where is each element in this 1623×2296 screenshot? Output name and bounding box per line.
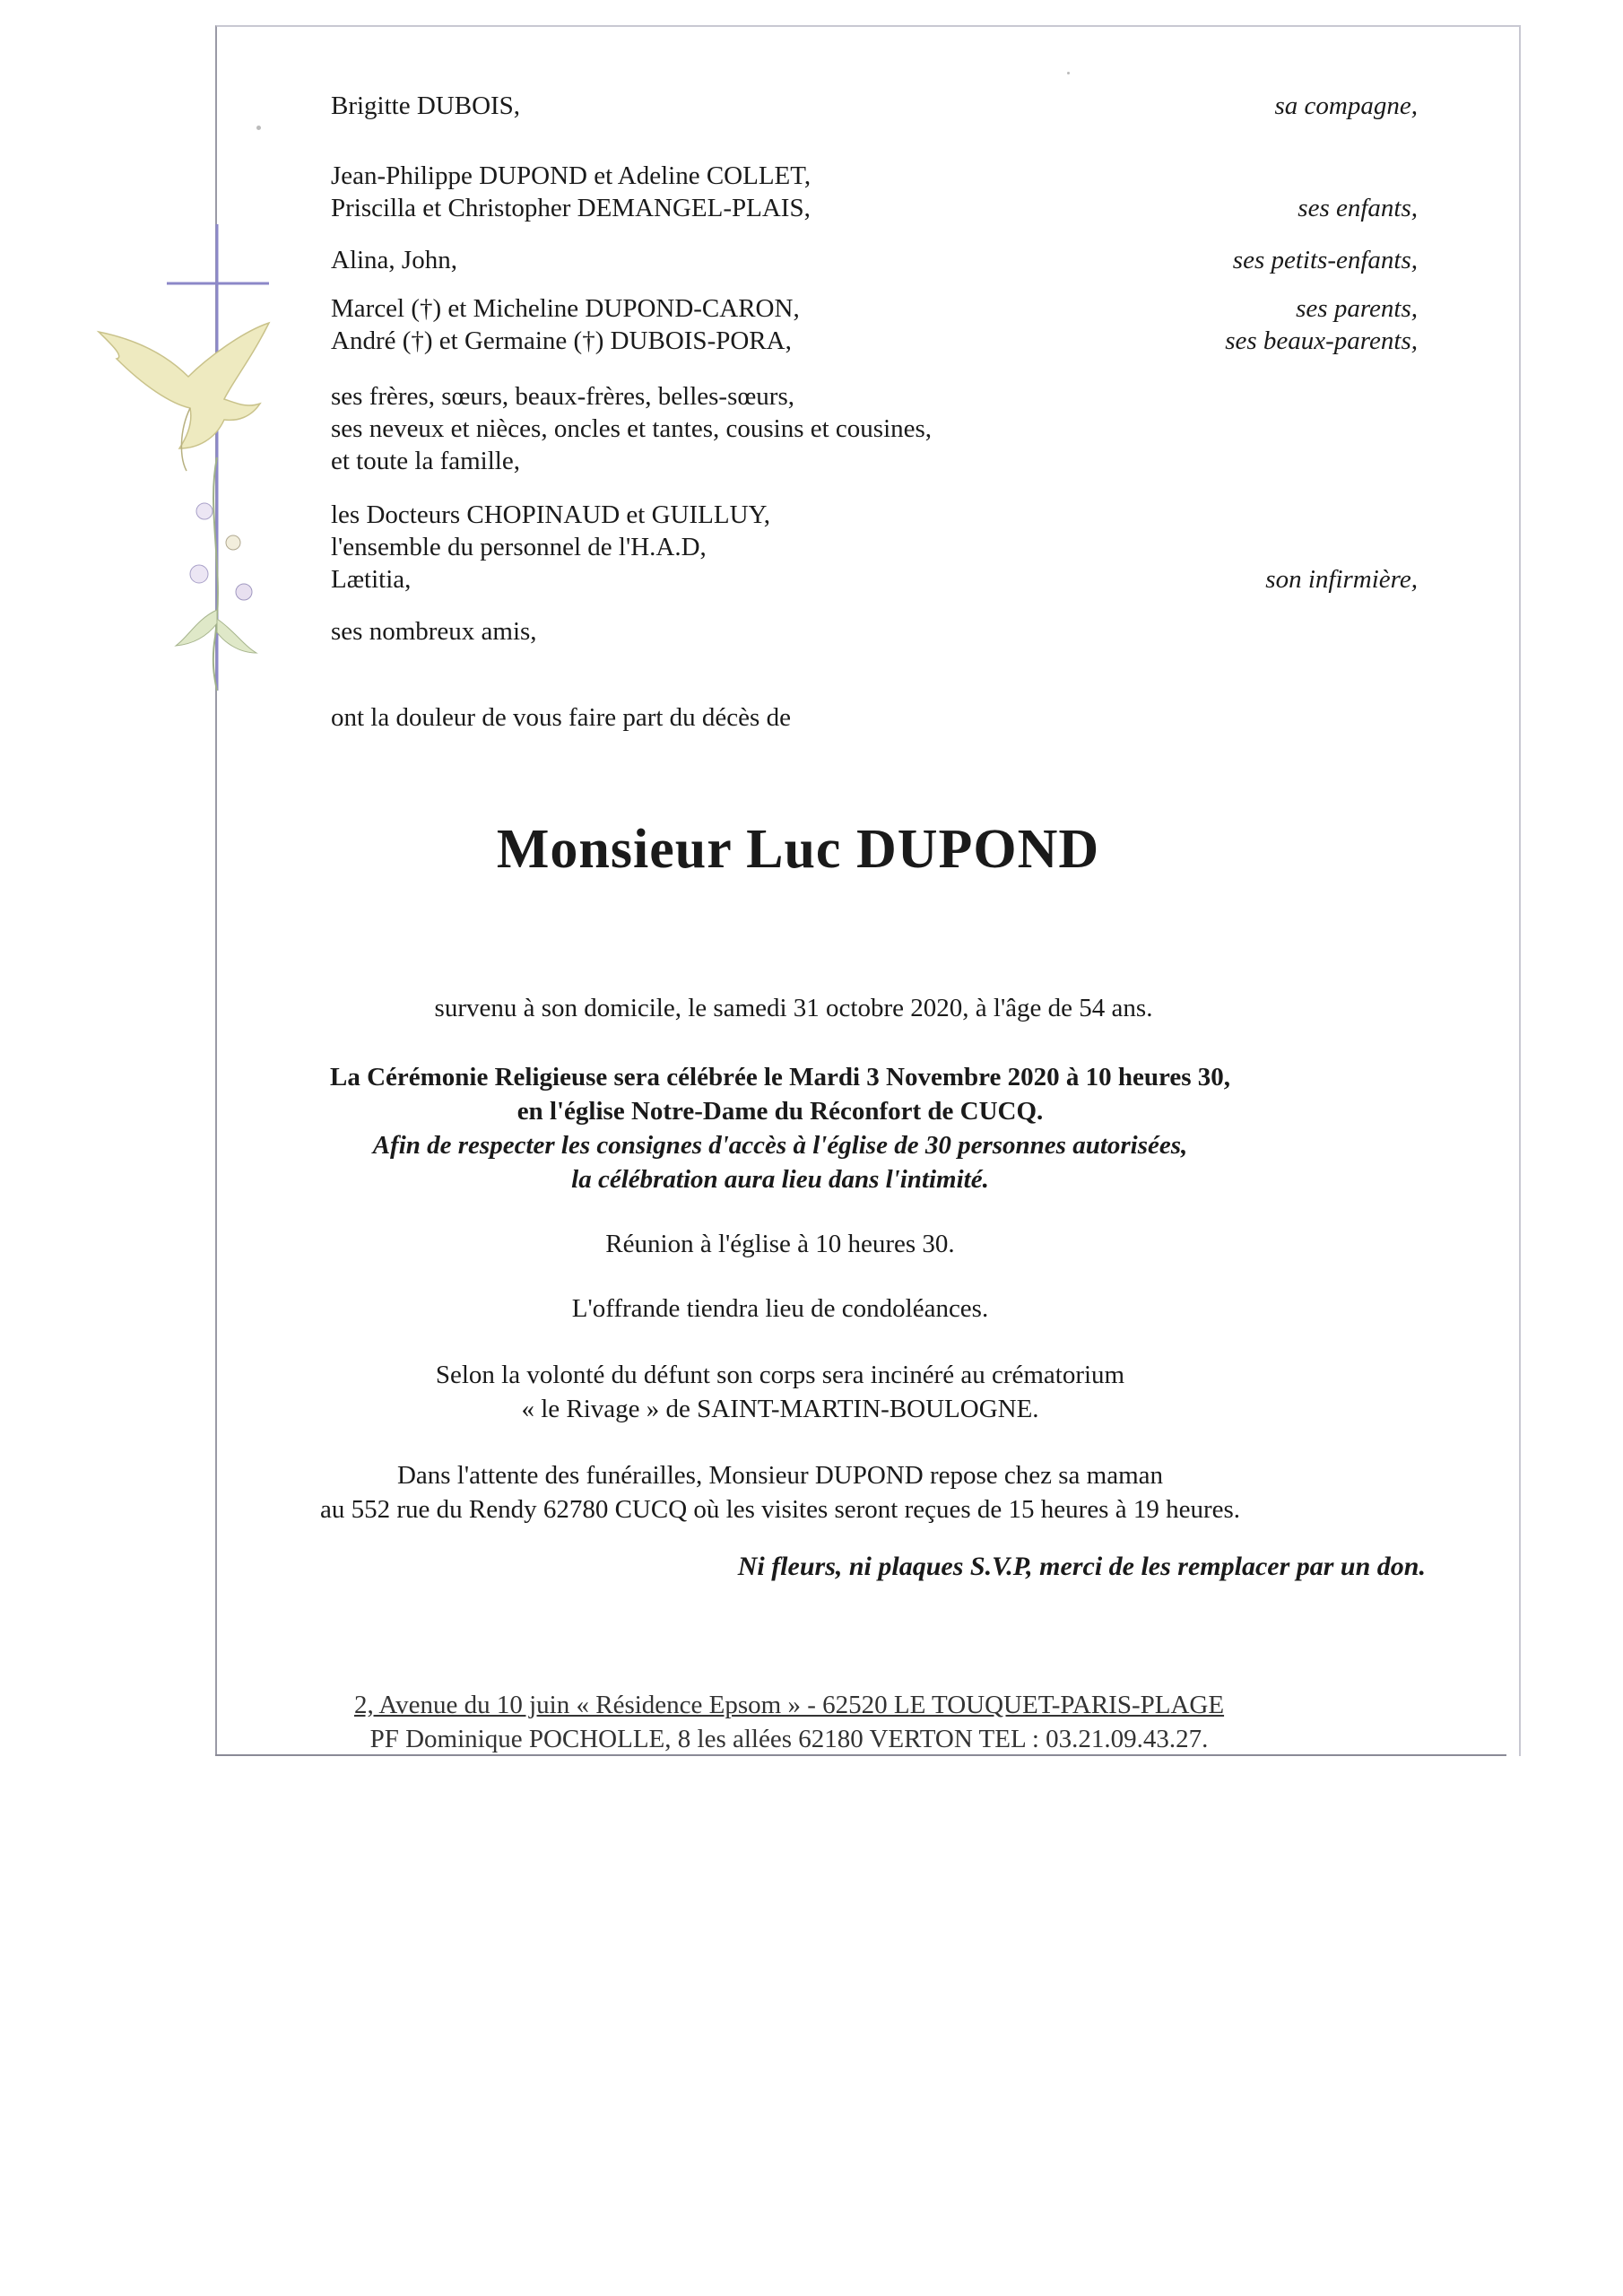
family-line: Brigitte DUBOIS,: [331, 91, 521, 120]
death-details: survenu à son domicile, le samedi 31 octobre 2020, à l'âge de 54 ans.: [434, 994, 1153, 1022]
relation-label: ses enfants,: [1298, 194, 1418, 222]
family-group-3: [331, 244, 1418, 276]
family-names: [331, 499, 770, 596]
family-names: [331, 244, 457, 276]
family-names: [331, 380, 932, 477]
family-line: Jean-Philippe DUPOND et Adeline COLLET,: [331, 161, 812, 190]
ceremony-line-2: en l'église Notre-Dame du Réconfort de CUCQ.: [516, 1097, 1044, 1126]
relation-label: ses petits-enfants,: [1232, 246, 1418, 274]
family-group-4: [331, 292, 1418, 357]
family-relations: [1298, 160, 1418, 224]
cremation-line-2: « le Rivage » de SAINT-MARTIN-BOULOGNE.: [521, 1395, 1039, 1423]
family-names: [331, 615, 537, 648]
relation-label: [1265, 499, 1418, 531]
family-line: les Docteurs CHOPINAUD et GUILLUY,: [331, 500, 770, 529]
meeting-info: Réunion à l'église à 10 heures 30.: [605, 1230, 955, 1258]
family-group-5: [331, 380, 1418, 477]
family-line: et toute la famille,: [331, 447, 520, 475]
family-line: Priscilla et Christopher DEMANGEL-PLAIS,: [331, 194, 811, 222]
rest-line-1: Dans l'attente des funérailles, Monsieur DUPOND repose chez sa maman: [396, 1461, 1164, 1490]
relation-label: ses parents,: [1296, 294, 1418, 323]
family-names: [331, 90, 520, 122]
relation-label: ses beaux-parents,: [1225, 326, 1418, 355]
family-line: ses nombreux amis,: [331, 617, 537, 646]
flowers-note: Ni fleurs, ni plaques S.V.P, merci de les remplacer par un don.: [737, 1552, 1426, 1581]
announcement-row: [331, 701, 1418, 734]
relation-label: [1265, 531, 1418, 563]
family-group-1: [331, 90, 1418, 122]
family-line: Alina, John,: [331, 246, 457, 274]
family-names: [331, 292, 800, 357]
family-group-6: [331, 499, 1418, 596]
offering-info: L'offrande tiendra lieu de condoléances.: [571, 1294, 989, 1323]
deceased-name: Monsieur Luc DUPOND: [496, 819, 1100, 880]
relation-label: [1298, 160, 1418, 192]
family-relations: [1275, 90, 1418, 122]
family-relations: [1233, 244, 1418, 276]
ceremony-line-1: La Cérémonie Religieuse sera célébrée le Mardi 3 Novembre 2020 à 10 heures 30,: [329, 1063, 1230, 1091]
ceremony-note-2: la célébration aura lieu dans l'intimité.: [571, 1165, 989, 1194]
family-group-7: [331, 615, 1418, 648]
relation-label: son infirmière,: [1265, 565, 1418, 594]
family-line: l'ensemble du personnel de l'H.A.D,: [331, 533, 707, 561]
footer-address: 2, Avenue du 10 juin « Résidence Epsom » - 62520 LE TOUQUET-PARIS-PLAGE: [353, 1691, 1225, 1719]
family-group-2: [331, 160, 1418, 224]
rest-line-2: au 552 rue du Rendy 62780 CUCQ où les visites seront reçues de 15 heures à 19 heures.: [319, 1495, 1241, 1524]
announcement: ont la douleur de vous faire part du décès de: [331, 703, 791, 732]
family-relations: [1225, 292, 1418, 357]
family-line: Marcel (†) et Micheline DUPOND-CARON,: [331, 294, 800, 323]
footer-funeral-home: PF Dominique POCHOLLE, 8 les allées 62180 VERTON TEL : 03.21.09.43.27.: [369, 1725, 1209, 1753]
relation-label: sa compagne,: [1274, 91, 1418, 120]
scan-speck: [1067, 72, 1070, 74]
cremation-line-1: Selon la volonté du défunt son corps sera incinéré au crématorium: [435, 1361, 1125, 1389]
dove-icon: [99, 323, 269, 471]
ceremony-note-1: Afin de respecter les consignes d'accès à l'église de 30 personnes autorisées,: [372, 1131, 1188, 1160]
family-line: Lætitia,: [331, 565, 412, 594]
family-names: [331, 160, 811, 224]
scan-speck: [256, 126, 261, 130]
family-line: ses frères, sœurs, beaux-frères, belles-sœurs,: [331, 382, 794, 411]
family-relations: [1265, 499, 1418, 596]
family-line: ses neveux et nièces, oncles et tantes, cousins et cousines,: [331, 414, 933, 443]
cross-dove-flower-illustration: [90, 224, 296, 691]
family-line: André (†) et Germaine (†) DUBOIS-PORA,: [331, 326, 792, 355]
